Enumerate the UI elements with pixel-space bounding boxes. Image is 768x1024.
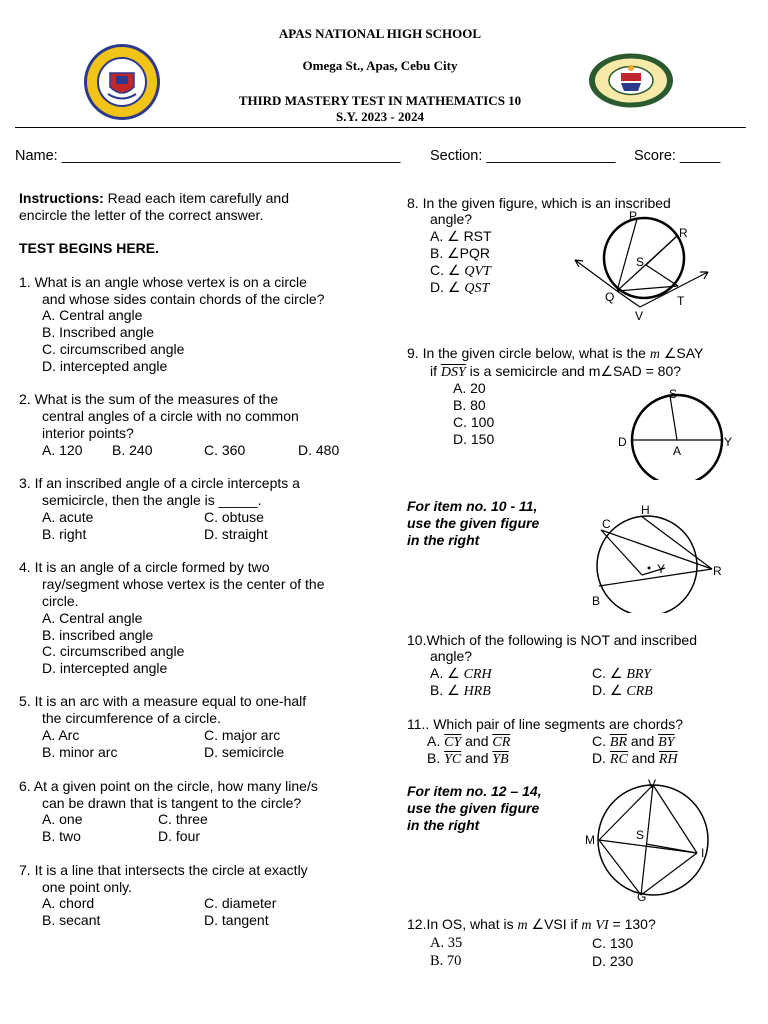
q10-b-text: HRB [463, 684, 491, 699]
question-8-option-a[interactable] [430, 228, 492, 245]
q10-a-text: CRH [463, 667, 492, 682]
question-11-option-d[interactable] [592, 750, 678, 768]
question-9-stem [407, 345, 703, 363]
division-seal-text [0, 0, 12, 1]
question-4-stem: 4. It is an angle of a circle formed by two [19, 559, 270, 575]
test-title: THIRD MASTERY TEST IN MATHEMATICS 10 [238, 93, 522, 108]
q11-d-prefix: D. [592, 750, 610, 766]
question-9-option-a[interactable]: A. 20 [453, 380, 486, 396]
fig1-label-r: R [679, 226, 688, 240]
question-11-option-c[interactable] [592, 733, 674, 751]
q9-if: if [430, 363, 441, 379]
q11-c-seg2: $\overline{BY}$ [658, 735, 675, 750]
note-items-10-11-line-3: in the right [407, 532, 480, 548]
question-12-option-b[interactable]: B. 70 [430, 953, 462, 969]
q11-c-prefix: C. [592, 733, 610, 749]
question-2-stem-3: interior points? [42, 425, 134, 441]
question-5-stem-2: the circumference of a circle. [42, 710, 221, 726]
question-12-option-c[interactable]: C. 130 [592, 935, 634, 951]
q10-11-circle-figure [585, 498, 735, 613]
q11-b-prefix: B. [427, 750, 445, 766]
question-1-option-a[interactable]: A. Central angle [42, 307, 143, 323]
fig3-label-c: C [602, 517, 611, 531]
fig2-label-y: Y [724, 435, 733, 449]
question-8-option-c[interactable] [430, 262, 491, 280]
question-1-option-c[interactable]: C. circumscribed angle [42, 341, 185, 357]
question-5-option-d[interactable]: D. semicircle [204, 744, 285, 760]
question-7-option-b[interactable]: B. secant [42, 912, 101, 928]
fig2-label-s: S [669, 387, 678, 401]
fig1-label-p: P [629, 209, 638, 223]
question-5-option-b[interactable]: B. minor arc [42, 744, 118, 760]
fig4-label-i: I [701, 846, 705, 860]
q12-stem-post: = 130? [608, 916, 656, 932]
question-9-option-d[interactable]: D. 150 [453, 431, 495, 447]
question-4-option-c[interactable]: C. circumscribed angle [42, 643, 185, 659]
instructions-text: Read each item carefully and [103, 190, 289, 206]
q8-b-prefix: B. ∠ [430, 245, 460, 261]
question-3-stem: 3. If an inscribed angle of a circle intercepts a [19, 475, 300, 491]
fig3-label-b: B [592, 594, 601, 608]
question-11-option-a[interactable] [427, 733, 510, 751]
test-begins-heading: TEST BEGINS HERE. [19, 240, 160, 256]
note-items-10-11-line-2: use the given figure [407, 515, 540, 531]
question-2-option-d[interactable]: D. 480 [298, 442, 340, 458]
section-field[interactable]: Section: ________________ [430, 148, 616, 164]
question-8-option-b[interactable] [430, 245, 490, 262]
q10-a-prefix: A. ∠ [430, 665, 464, 681]
q8-a-text: RST [463, 228, 492, 244]
q10-d-prefix: D. ∠ [592, 682, 627, 698]
question-9-option-b[interactable]: B. 80 [453, 397, 486, 413]
note-items-12-14-line-1: For item no. 12 – 14, [407, 783, 542, 799]
question-2-stem: 2. What is the sum of the measures of the [19, 391, 279, 407]
question-11-option-b[interactable] [427, 750, 509, 768]
q11-b-seg2: $\overline{YB}$ [492, 752, 509, 767]
question-6-option-c[interactable]: C. three [158, 811, 208, 827]
question-3-option-c[interactable]: C. obtuse [204, 509, 264, 525]
fig1-label-s: S [636, 255, 645, 269]
question-7-option-c[interactable]: C. diameter [204, 895, 277, 911]
q12-arc-vi: VI [595, 918, 609, 933]
q11-a-prefix: A. [427, 733, 445, 749]
q9-arc-dsy: $\overline{DSY}$ [440, 365, 466, 380]
question-9-option-c[interactable]: C. 100 [453, 414, 495, 430]
question-10-option-a[interactable] [430, 665, 492, 683]
question-12-option-d[interactable]: D. 230 [592, 953, 634, 969]
question-1-option-b[interactable]: B. Inscribed angle [42, 324, 155, 340]
fig1-label-q: Q [605, 290, 615, 304]
question-8-option-d[interactable] [430, 279, 489, 297]
question-8-stem: 8. In the given figure, which is an inscribed [407, 195, 671, 211]
header-divider [15, 127, 746, 128]
q11-c-seg1: $\overline{BR}$ [609, 735, 627, 750]
instructions-line-2: encircle the letter of the correct answer. [19, 207, 264, 223]
q11-d-seg1: $\overline{RC}$ [609, 752, 628, 767]
q11-b-and: and [461, 750, 493, 766]
q8-b-text: PQR [459, 245, 491, 261]
question-9-stem-2 [430, 363, 681, 381]
q8-d-text: QST [464, 281, 490, 296]
question-8-stem-2: angle? [430, 211, 473, 227]
question-1-stem-2: and whose sides contain chords of the circle? [42, 291, 325, 307]
question-2-option-c[interactable]: C. 360 [204, 442, 246, 458]
q9-stem-text: 9. In the given circle below, what is the [407, 345, 650, 361]
question-4-option-b[interactable]: B. inscribed angle [42, 627, 154, 643]
question-2-option-a[interactable]: A. 120 [42, 442, 83, 458]
q11-b-seg1: $\overline{YC}$ [444, 752, 462, 767]
score-field[interactable]: Score: _____ [634, 148, 721, 164]
q11-a-seg2: $\overline{CR}$ [492, 735, 511, 750]
question-1-stem: 1. What is an angle whose vertex is on a circle [19, 274, 307, 290]
question-2-option-b[interactable]: B. 240 [112, 442, 153, 458]
question-3-option-b[interactable]: B. right [42, 526, 87, 542]
question-10-option-d[interactable] [592, 682, 653, 700]
note-items-12-14-line-2: use the given figure [407, 800, 540, 816]
question-11-stem: 11.. Which pair of line segments are chords? [407, 716, 683, 732]
question-3-option-a[interactable]: A. acute [42, 509, 94, 525]
question-5-option-a[interactable]: A. Arc [42, 727, 80, 743]
question-4-stem-3: circle. [42, 593, 79, 609]
question-10-stem-2: angle? [430, 648, 473, 664]
note-items-12-14-line-3: in the right [407, 817, 480, 833]
question-4-stem-2: ray/segment whose vertex is the center of the [42, 576, 325, 592]
q10-d-text: CRB [626, 684, 653, 699]
q10-b-prefix: B. ∠ [430, 682, 464, 698]
q8-circle-figure [565, 208, 725, 326]
fig3-label-r: R [713, 564, 722, 578]
question-10-stem: 10.Which of the following is NOT and inscribed [407, 632, 697, 648]
question-7-option-a[interactable]: A. chord [42, 895, 95, 911]
question-5-stem: 5. It is an arc with a measure equal to one-half [19, 693, 307, 709]
question-2-stem-2: central angles of a circle with no common [42, 408, 299, 424]
fig2-label-d: D [618, 435, 627, 449]
school-address: Omega St., Apas, Cebu City [302, 58, 458, 73]
question-12-stem [407, 916, 656, 934]
school-year: S.Y. 2023 - 2024 [335, 109, 424, 124]
q12-14-circle-figure [580, 776, 720, 904]
question-6-stem-2: can be drawn that is tangent to the circle? [42, 795, 302, 811]
question-6-stem: 6. At a given point on the circle, how many line/s [19, 778, 318, 794]
q10-c-text: BRY [626, 667, 651, 682]
question-10-option-b[interactable] [430, 682, 491, 700]
question-3-stem-2: semicircle, then the angle is _____. [42, 492, 262, 508]
fig4-label-v: V [648, 777, 657, 791]
fig4-label-g: G [637, 890, 647, 904]
fig3-label-y: Y [657, 562, 666, 576]
q12-angle: ∠VSI if [527, 916, 582, 932]
question-12-option-a[interactable]: A. 35 [430, 935, 463, 951]
question-10-option-c[interactable] [592, 665, 651, 683]
q9-angle: ∠SAY [659, 345, 704, 361]
question-7-option-d[interactable]: D. tangent [204, 912, 269, 928]
q11-a-and: and [461, 733, 493, 749]
q11-a-seg1: $\overline{CY}$ [444, 735, 462, 750]
school-name: APAS NATIONAL HIGH SCHOOL [278, 26, 482, 41]
q9-m: m [649, 347, 660, 362]
q9-stem-rest: is a semicircle and m∠SAD = 80? [465, 363, 682, 379]
q12-stem-pre: 12.In OS, what is [407, 916, 518, 932]
question-6-option-a[interactable]: A. one [42, 811, 83, 827]
fig2-label-a: A [673, 444, 682, 458]
q10-c-prefix: C. ∠ [592, 665, 627, 681]
fig3-label-h: H [641, 503, 650, 517]
question-6-option-b[interactable]: B. two [42, 828, 81, 844]
q12-m: m [517, 918, 528, 933]
note-items-10-11-line-1: For item no. 10 - 11, [407, 498, 538, 514]
fig1-label-v: V [635, 309, 644, 323]
q11-d-seg2: $\overline{RH}$ [658, 752, 678, 767]
q8-d-prefix: D. ∠ [430, 279, 465, 295]
q11-c-and: and [627, 733, 659, 749]
q8-a-prefix: A. ∠ [430, 228, 464, 244]
question-4-option-a[interactable]: A. Central angle [42, 610, 143, 626]
q9-circle-figure [615, 385, 740, 480]
fig4-label-m: M [585, 833, 595, 847]
q8-c-prefix: C. ∠ [430, 262, 465, 278]
instructions-line-1 [19, 190, 289, 207]
q12-m2: m [581, 918, 592, 933]
q11-d-and: and [627, 750, 659, 766]
question-4-option-d[interactable]: D. intercepted angle [42, 660, 168, 676]
question-6-option-d[interactable]: D. four [158, 828, 201, 844]
name-field[interactable]: Name: __________________________________________ [15, 148, 401, 164]
q8-c-text: QVT [464, 264, 491, 279]
question-1-option-d[interactable]: D. intercepted angle [42, 358, 168, 374]
question-7-stem-2: one point only. [42, 879, 133, 895]
fig1-label-t: T [677, 294, 685, 308]
question-5-option-c[interactable]: C. major arc [204, 727, 281, 743]
fig4-label-s: S [636, 828, 645, 842]
instructions-label: Instructions: [19, 190, 104, 206]
question-7-stem: 7. It is a line that intersects the circle at exactly [19, 862, 308, 878]
question-3-option-d[interactable]: D. straight [204, 526, 268, 542]
